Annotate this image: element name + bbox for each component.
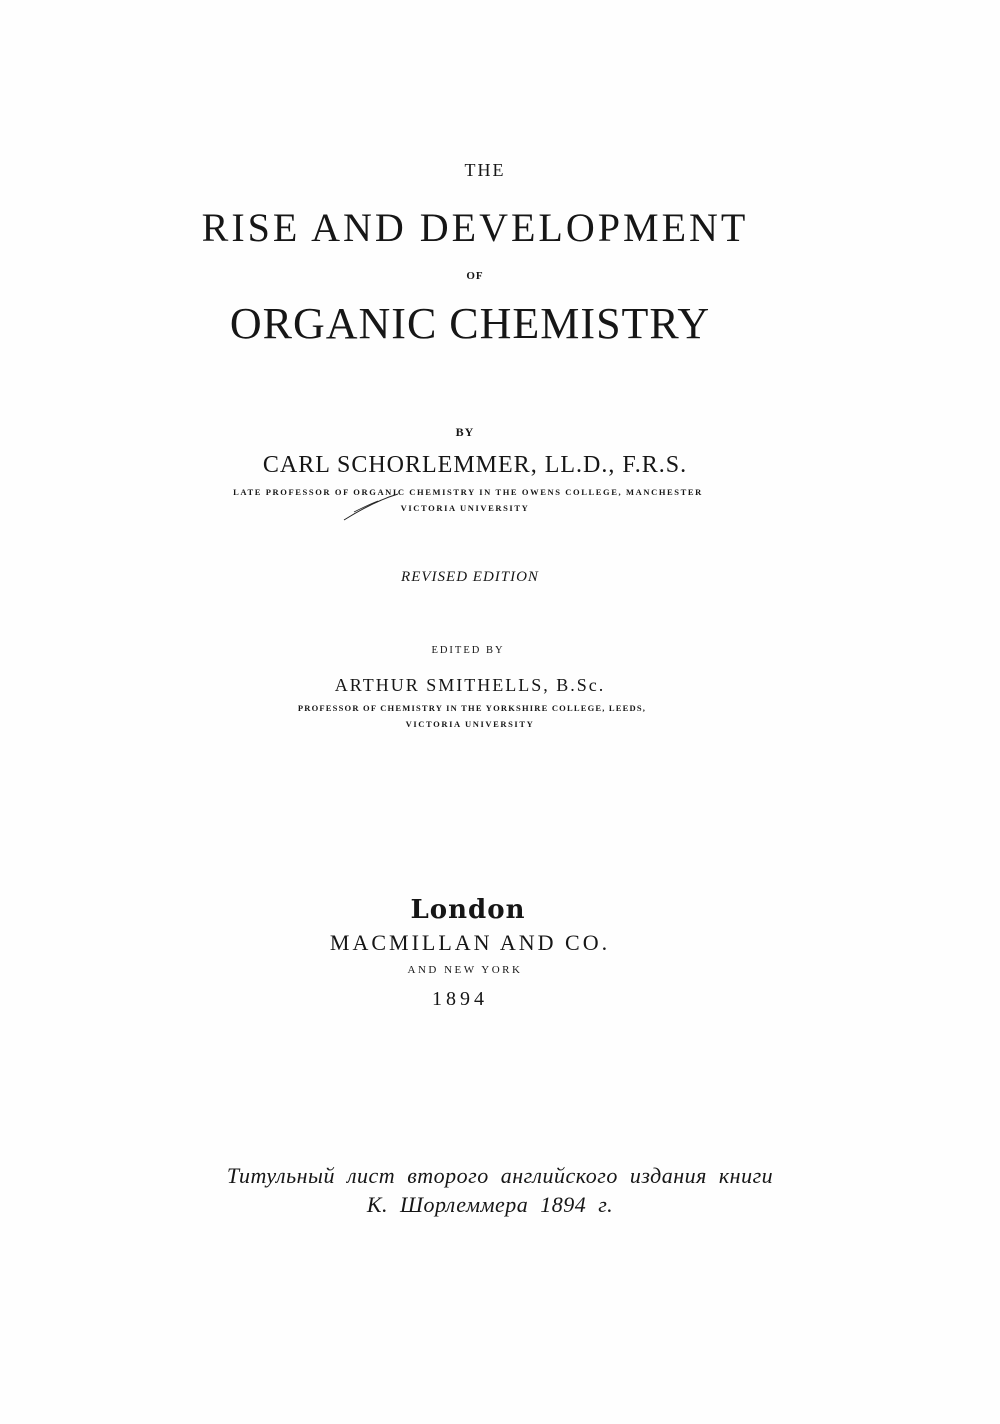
editor-university: VICTORIA UNIVERSITY	[405, 719, 535, 729]
author-affiliation: LATE PROFESSOR OF ORGANIC CHEMISTRY IN THE OWENS COLLEGE, MANCHESTER	[233, 487, 703, 497]
byline-label: BY	[455, 425, 475, 439]
editor-affiliation: PROFESSOR OF CHEMISTRY IN THE YORKSHIRE COLLEGE, LEEDS,	[297, 703, 647, 713]
publisher-name: MACMILLAN AND CO.	[329, 930, 611, 955]
title-article: THE	[464, 160, 506, 180]
book-title: RISE AND DEVELOPMENT	[201, 205, 749, 250]
book-subject: ORGANIC CHEMISTRY	[229, 299, 711, 348]
edition-label: REVISED EDITION	[401, 569, 539, 585]
author-university: VICTORIA UNIVERSITY	[400, 503, 530, 513]
publisher-second-city: AND NEW YORK	[407, 964, 523, 976]
editor-name: ARTHUR SMITHELLS, B.Sc.	[334, 675, 606, 695]
edited-by-label: EDITED BY	[431, 645, 505, 656]
publication-year: 1894	[432, 988, 488, 1010]
title-connector: OF	[466, 270, 484, 282]
author-name: CARL SCHORLEMMER, LL.D., F.R.S.	[262, 452, 688, 478]
publication-city: London	[410, 895, 526, 925]
pen-stroke-mark	[340, 488, 400, 524]
caption-line-2: К. Шорлеммера 1894 г.	[366, 1192, 614, 1217]
caption-line-1: Титульный лист второго английского издания книги	[226, 1163, 774, 1188]
